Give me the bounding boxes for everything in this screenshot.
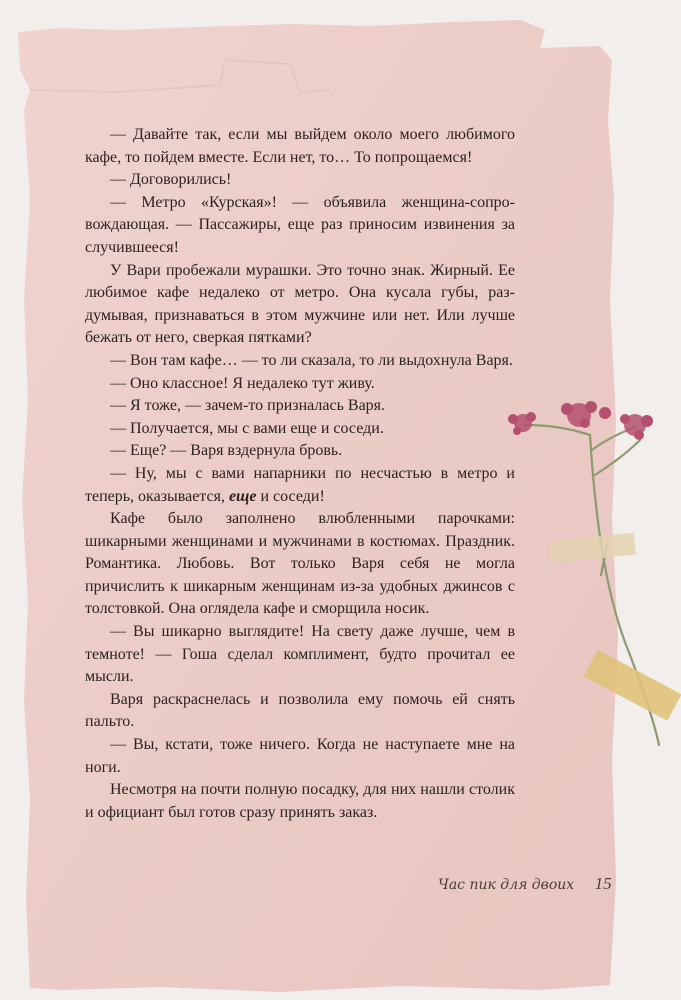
paragraph: — Оно классное! Я недалеко тут живу. — [110, 374, 375, 392]
paragraph-with-emphasis — [85, 463, 515, 508]
paragraph: — Вон там кафе… — то ли сказала, то ли выдохнула Варя. — [110, 351, 513, 369]
running-title: Час пик для двоих — [438, 877, 575, 893]
paragraph: Варя раскраснелась и позволила ему помочь ей снять пальто. — [85, 690, 515, 731]
paragraph: — Договорились! — [110, 171, 232, 189]
paragraph: — Вы шикарно выглядите! На свету даже лучше, чем в темноте! — Гоша сделал комплимент, будто прочитал ее мысли. — [85, 623, 515, 686]
paragraph: — Еще? — Варя вздернула бровь. — [110, 442, 343, 460]
tape-strip-icon — [549, 533, 681, 721]
paragraph: — Вы, кстати, тоже ничего. Когда не наступаете мне на ноги. — [85, 736, 515, 776]
paragraph: — Метро «Курская»! — объявила женщина-сопровождающая. — Пассажиры, еще раз приносим извинения за случившееся! — [85, 193, 515, 256]
body-text — [85, 124, 515, 824]
emphasized-word: еще — [228, 487, 257, 505]
page-footer — [438, 874, 612, 894]
flower-blossom-icon — [508, 401, 653, 440]
pressed-flower-illustration — [495, 395, 681, 755]
page-number: 15 — [594, 874, 612, 893]
paragraph: Кафе было заполнено влюбленными парочками: шикарными женщинами и мужчинами в костюмах. Праздник. Романтика. Любовь. Вот только Варя себя не могла причислить к шикарным женщинам из-за удобных джинсов с толстовкой. Она оглядела кафе и сморщила носик. — [85, 510, 515, 618]
paragraph-text: и соседи! — [256, 487, 325, 505]
paragraph: — Давайте так, если мы выйдем около моего любимого кафе, то пойдем вместе. Если нет, то… То попрощаемся! — [85, 126, 515, 166]
paragraph: У Вари пробежали мурашки. Это точно знак. Жирный. Ее любимое кафе недалеко от метро. Она кусала губы, раздумывая, признаваться в этом мужчине или нет. Или лучше бежать от него, сверкая пятками? — [85, 261, 515, 347]
paragraph: — Я тоже, — зачем-то призналась Варя. — [110, 397, 386, 415]
paragraph: — Получается, мы с вами еще и соседи. — [110, 419, 384, 437]
paragraph-text: — Ну, мы с вами напарники по несчастью в метро и теперь, оказывается, — [85, 464, 515, 505]
paragraph: Несмотря на почти полную посадку, для них нашли столик и официант был готов сразу принять заказ. — [85, 781, 515, 821]
